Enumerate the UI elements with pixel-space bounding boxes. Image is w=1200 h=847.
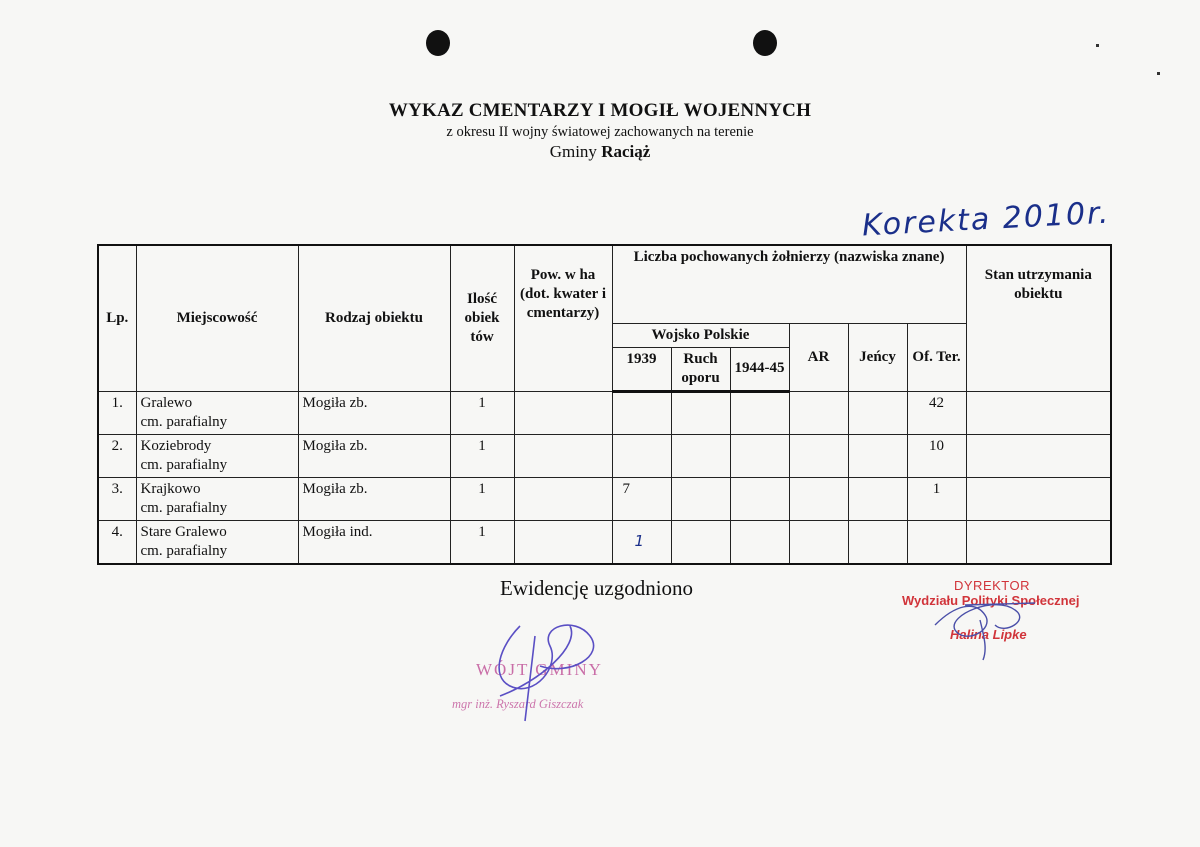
place-desc: cm. parafialny [140,413,228,430]
cell-1939 [612,434,671,477]
cell-jency [848,477,907,520]
place-name: Stare Gralewo [140,523,227,540]
place-name: Krajkowo [140,480,201,497]
cell-ilosc: 1 [450,477,514,520]
cell-ar [789,477,848,520]
cell-ruch [671,477,730,520]
cell-rodzaj: Mogiła ind. [298,520,450,564]
cell-stan [966,434,1111,477]
cell-jency [848,434,907,477]
cell-1939: 7 [612,477,671,520]
header-jency: Jeńcy [848,323,907,391]
wojt-signature [480,606,610,726]
document-subtitle: z okresu II wojny światowej zachowanych na terenie [446,124,754,140]
header-ruch-oporu: Ruch oporu [671,347,730,391]
cell-jency [848,391,907,434]
cell-rodzaj: Mogiła zb. [298,434,450,477]
cell-miejscowosc [136,434,298,477]
dyrektor-stamp-title: DYREKTOR [954,578,1030,593]
wojt-stamp-name: mgr inż. Ryszard Giszczak [452,697,584,711]
place-name: Gralewo [140,394,193,411]
place-name: Koziebrody [140,437,212,454]
header-1944-45: 1944-45 [730,347,789,391]
header-ar: AR [789,323,848,391]
cell-miejscowosc [136,391,298,434]
cell-pow [514,477,612,520]
cell-ar [789,391,848,434]
header-of-ter: Of. Ter. [907,323,966,391]
cell-jency [848,520,907,564]
cell-ar [789,520,848,564]
table-row [98,477,1111,520]
cell-lp: 1. [98,391,136,434]
dyrektor-stamp-name: Halina Lipke [950,627,1027,642]
punch-hole-right [753,30,777,56]
header-rodzaj-obiektu: Rodzaj obiektu [298,245,450,391]
cell-pow [514,434,612,477]
cell-ruch [671,391,730,434]
cell-1939 [612,391,671,434]
gmina-prefix: Gminy [549,142,597,161]
cell-stan [966,520,1111,564]
gmina-name: Raciąż [601,142,651,161]
cell-pow [514,391,612,434]
agreement-label: Ewidencję uzgodniono [500,576,694,600]
cell-1939-handwritten: 1 [612,520,671,564]
cell-miejscowosc [136,477,298,520]
cell-pow [514,520,612,564]
header-stan-utrzymania: Stan utrzymania obiektu [966,245,1111,391]
wojt-stamp: WÓJT GMINY [476,660,603,679]
header-powierzchnia: Pow. w ha (dot. kwater i cmentarzy) [514,245,612,391]
gmina-line [0,142,1200,162]
header-miejscowosc: Miejscowość [136,245,298,391]
scan-speck [1157,72,1160,75]
cell-ruch [671,434,730,477]
cell-of-ter: 42 [907,391,966,434]
cell-stan [966,391,1111,434]
cell-1944 [730,391,789,434]
cemetery-register-table [97,244,1112,565]
header-wojsko-polskie: Wojsko Polskie [612,323,789,347]
document-title: WYKAZ CMENTARZY I MOGIŁ WOJENNYCH [388,100,812,121]
header-liczba-pochowanych: Liczba pochowanych żołnierzy (nazwiska znane) [612,245,966,323]
table-row [98,520,1111,564]
cell-lp: 2. [98,434,136,477]
table-row [98,391,1111,434]
cell-1944 [730,477,789,520]
cell-ilosc: 1 [450,520,514,564]
cell-ilosc: 1 [450,391,514,434]
header-1939: 1939 [612,347,671,391]
cell-lp: 3. [98,477,136,520]
cell-of-ter [907,520,966,564]
cell-rodzaj: Mogiła zb. [298,391,450,434]
cell-1944 [730,520,789,564]
header-ilosc-obiektow: Ilość obiek tów [450,245,514,391]
cell-rodzaj: Mogiła zb. [298,477,450,520]
handwritten-correction: Korekta 2010r. [861,195,1112,244]
cell-ilosc: 1 [450,434,514,477]
cell-of-ter: 10 [907,434,966,477]
dyrektor-stamp-department: Wydziału Polityki Społecznej [902,593,1080,608]
header-lp: Lp. [98,245,136,391]
dyrektor-signature [925,585,1045,665]
table-row [98,434,1111,477]
place-desc: cm. parafialny [140,456,228,473]
cell-stan [966,477,1111,520]
cell-ar [789,434,848,477]
cell-lp: 4. [98,520,136,564]
place-desc: cm. parafialny [140,499,228,516]
cell-1944 [730,434,789,477]
punch-hole-left [426,30,450,56]
place-desc: cm. parafialny [140,542,228,559]
cell-of-ter: 1 [907,477,966,520]
cell-ruch [671,520,730,564]
cell-miejscowosc [136,520,298,564]
scan-speck [1096,44,1099,47]
